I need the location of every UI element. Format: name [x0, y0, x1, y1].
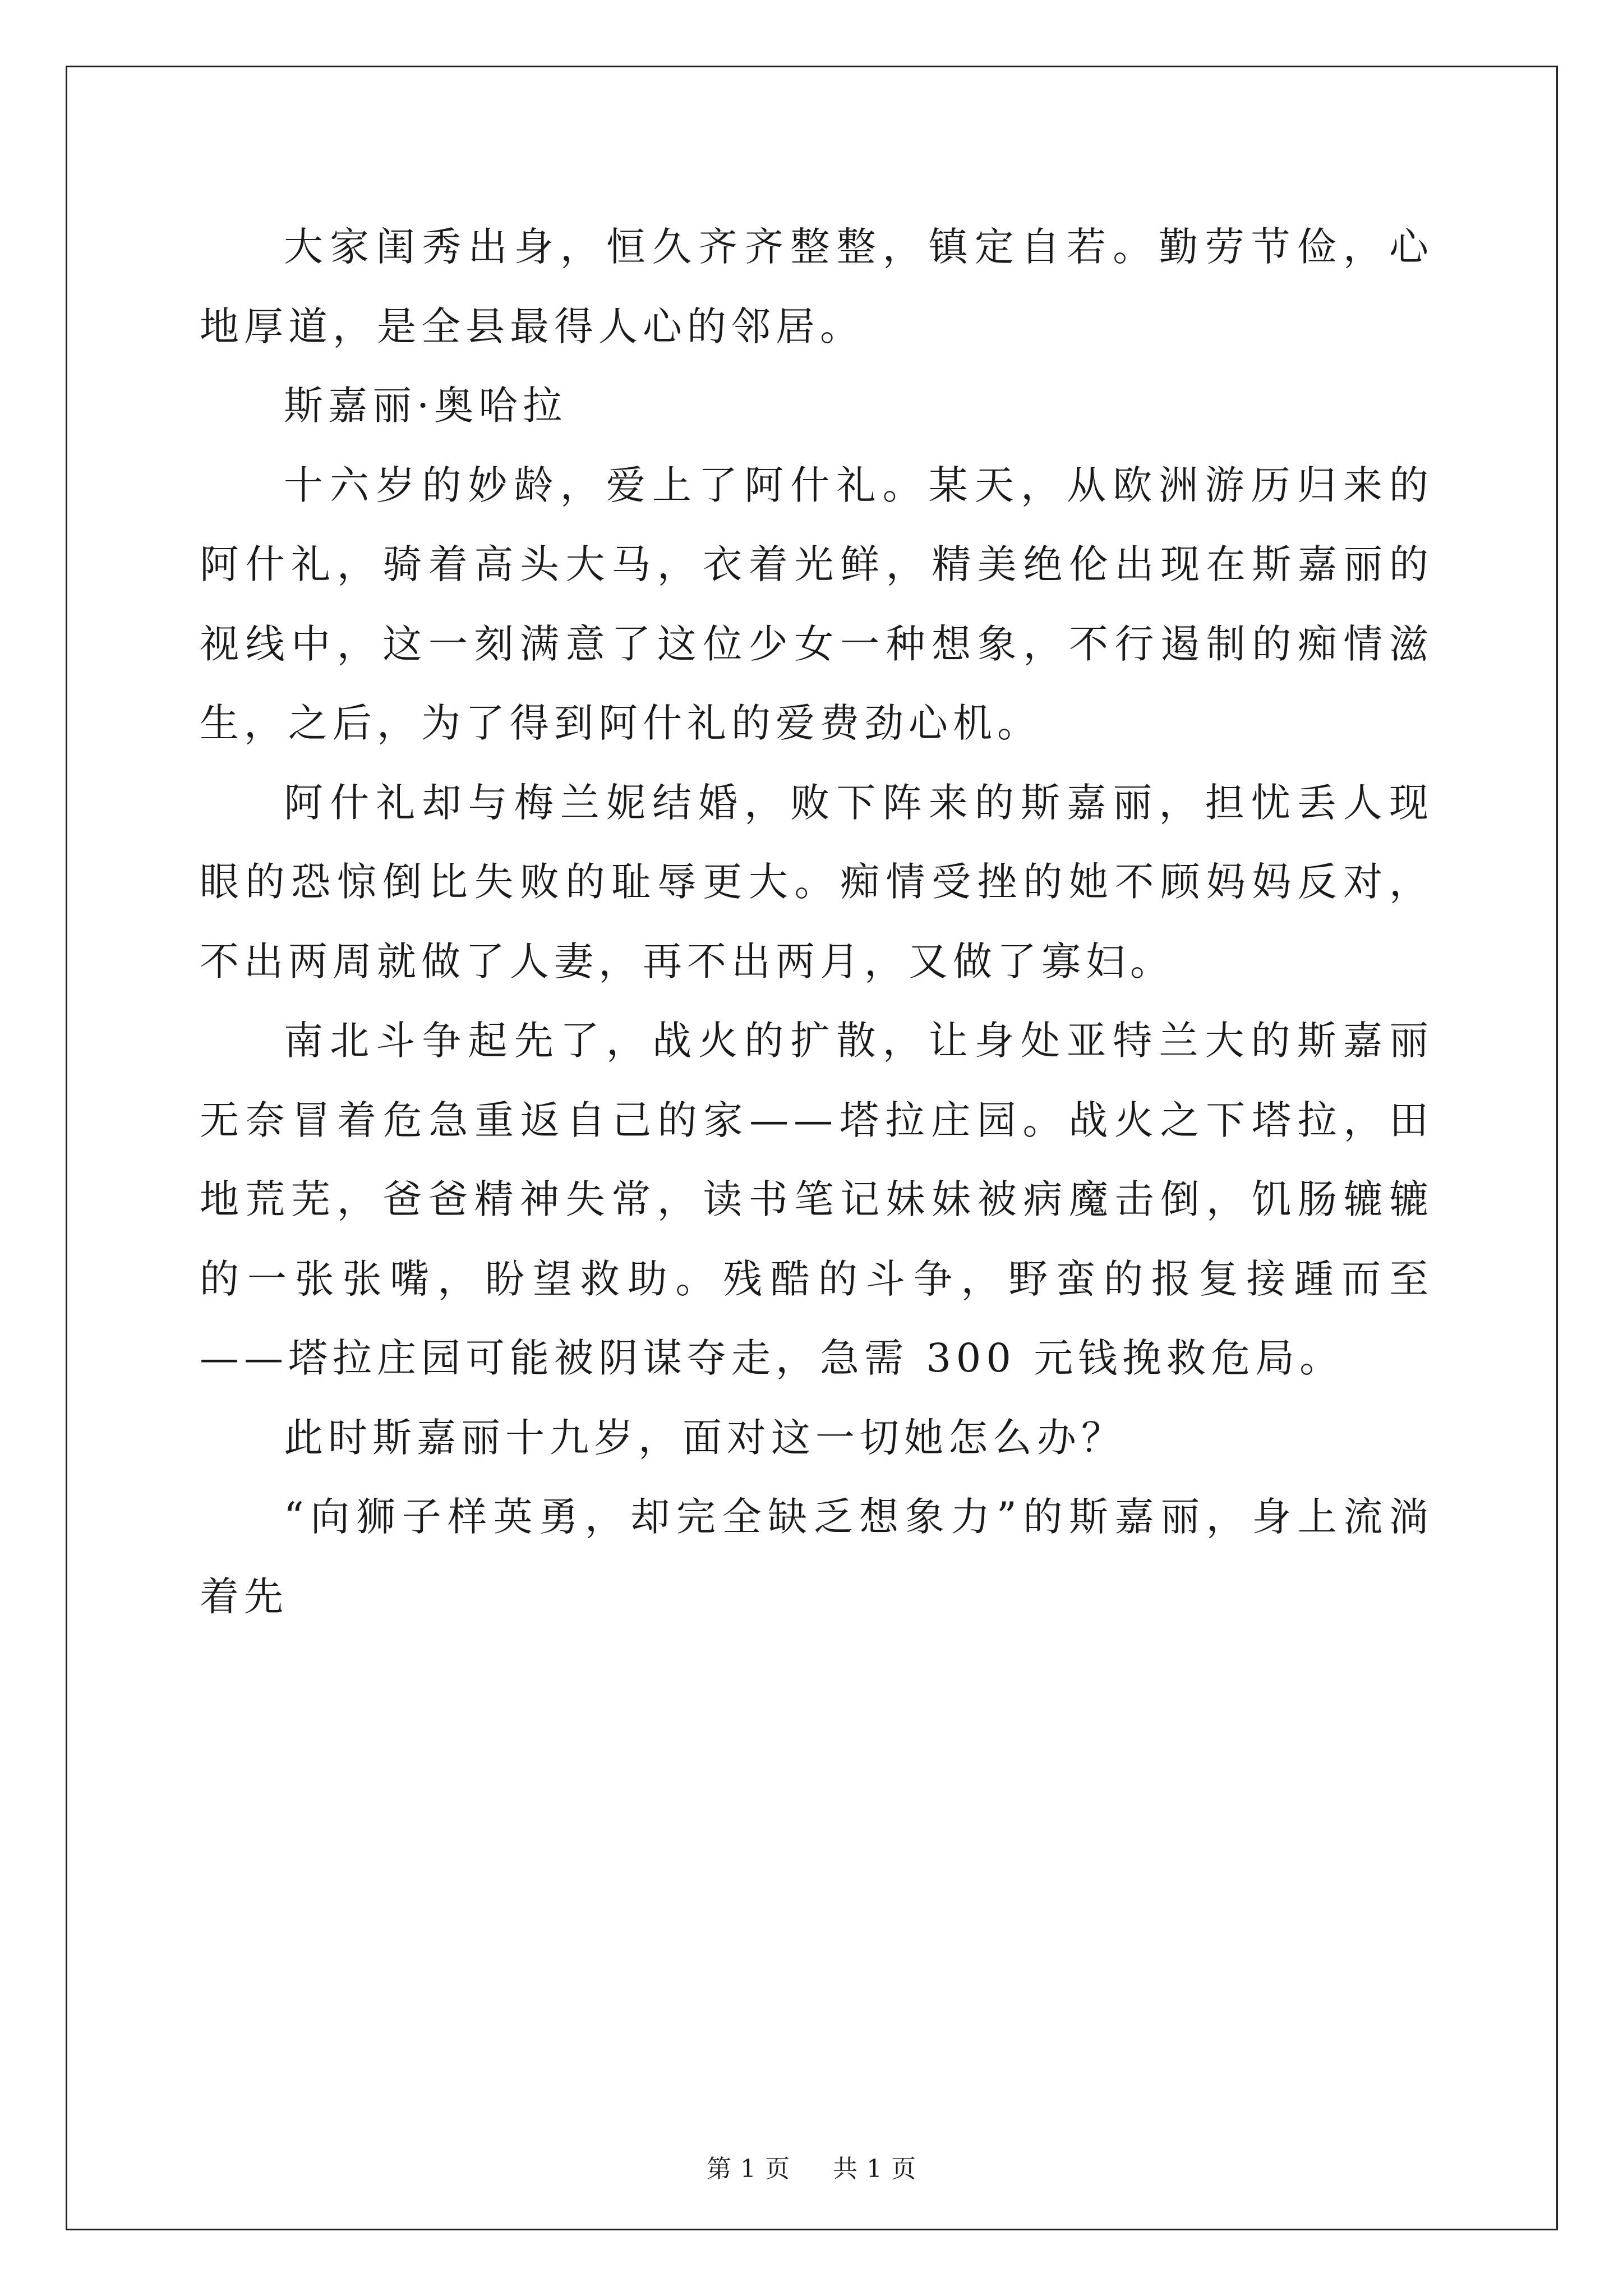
paragraph: 此时斯嘉丽十九岁，面对这一切她怎么办？: [284, 1414, 1126, 1461]
paragraph: 南北斗争起先了，战火的扩散，让身处亚特兰大的斯嘉丽无奈冒着危急重返自己的家——塔拉庄园。战火之下塔拉，田地荒芜，爸爸精神失常，读书笔记妹妹被病魔击倒，饥肠辘辘的一张张嘴，盼望救助。残酷的斗争，野蛮的报复接踵而至——塔拉庄园可能被阴谋夺走，急需 300 元钱挽救危局。: [200, 1018, 1433, 1381]
page-footer: [0, 2148, 1623, 2184]
paragraph: “向狮子样英勇，却完全缺乏想象力”的斯嘉丽，身上流淌着先: [200, 1494, 1433, 1619]
page-total: 共 1 页: [833, 2155, 916, 2183]
paragraph: 大家闺秀出身，恒久齐齐整整，镇定自若。勤劳节俭，心地厚道，是全县最得人心的邻居。: [200, 224, 1433, 349]
paragraph: 十六岁的妙龄，爱上了阿什礼。某天，从欧洲游历归来的阿什礼，骑着高头大马，衣着光鲜，精美绝伦出现在斯嘉丽的视线中，这一刻满意了这位少女一种想象，不行遏制的痴情滋生，之后，为了得到阿什礼的爱费劲心机。: [200, 462, 1433, 746]
document-body: [200, 208, 1433, 1636]
paragraph: 阿什礼却与梅兰妮结婚，败下阵来的斯嘉丽，担忧丢人现眼的恐惊倒比失败的耻辱更大。痴情受挫的她不顾妈妈反对，不出两周就做了人妻，再不出两月，又做了寡妇。: [200, 779, 1433, 984]
page-number: 第 1 页: [707, 2155, 790, 2183]
section-heading: 斯嘉丽·奥哈拉: [284, 383, 568, 429]
